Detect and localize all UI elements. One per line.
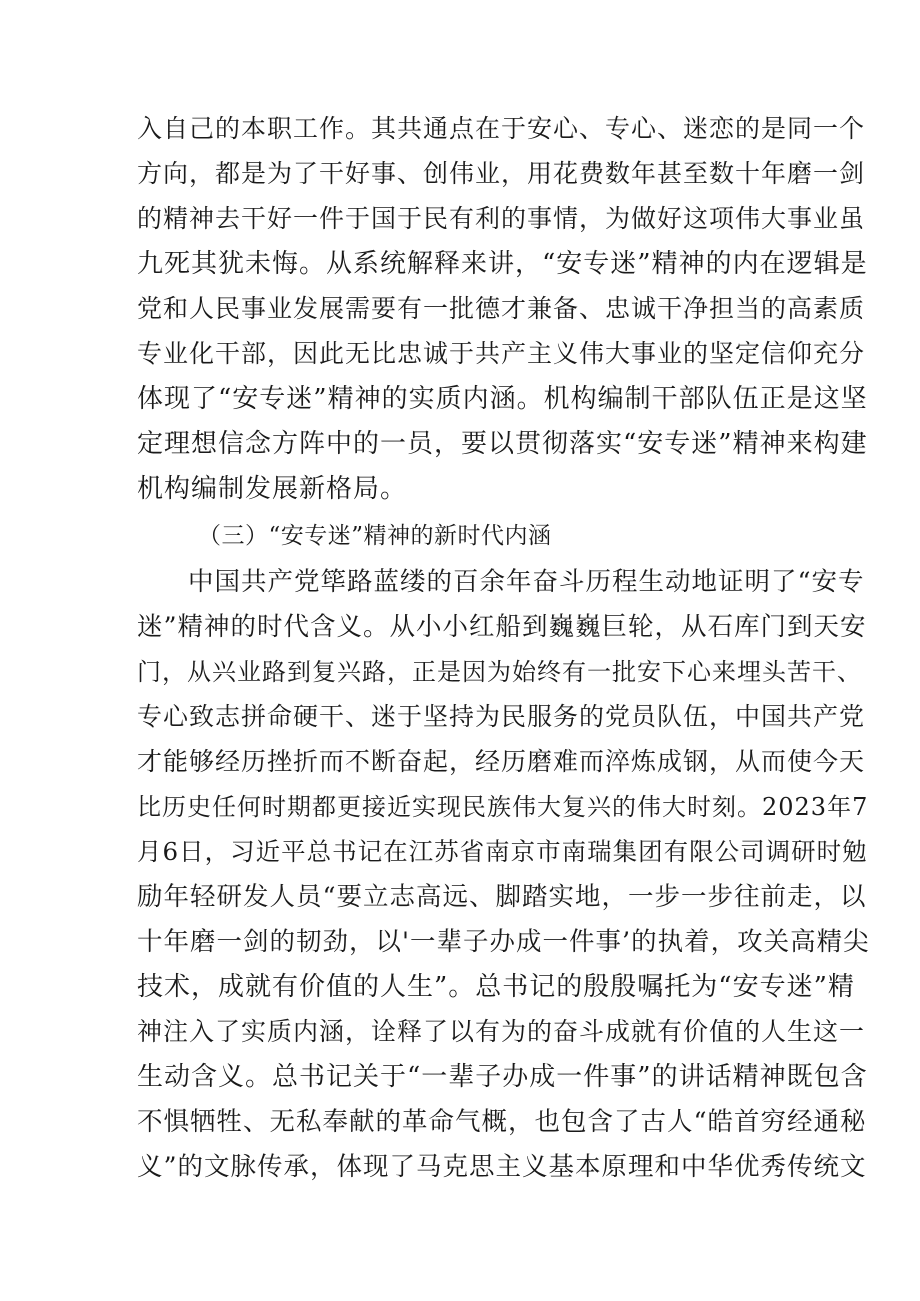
body-text-line: 入自己的本职工作。其共通点在于安心、专心、迷恋的是同一个 (137, 114, 866, 143)
body-text-line: 月6日，习近平总书记在江苏省南京市南瑞集团有限公司调研时勉 (137, 837, 868, 866)
body-text-line: 门，从兴业路到复兴路，正是因为始终有一批安下心来埋头苦干、 (137, 658, 862, 686)
section-heading: （三）“安专迷”精神的新时代内涵 (198, 523, 552, 549)
body-text-line: 迷”精神的时代含义。从小小红船到巍巍巨轮，从石库门到天安 (137, 612, 867, 642)
body-text-line: 生动含义。总书记关于“一辈子办成一件事”的讲话精神既包含 (137, 1062, 868, 1092)
body-text-line: 九死其犹未悔。从系统解释来讲，“安专迷”精神的内在逻辑是 (137, 249, 868, 279)
body-text-line: 十年磨一剑的韧劲，以'一辈子办成一件事’的执着，攻关高精尖 (137, 927, 870, 957)
body-text-line: 的精神去干好一件于国于民有利的事情，为做好这项伟大事业虽 (137, 204, 866, 233)
body-text-line: 励年轻研发人员“要立志高远、脚踏实地，一步一步往前走，以 (137, 882, 867, 912)
body-text-line: 专心致志拼命硬干、迷于坚持为民服务的党员队伍，中国共产党 (137, 702, 866, 731)
body-text-line: 比历史任何时期都更接近实现民族伟大复兴的伟大时刻。2023年7 (137, 793, 869, 821)
body-text-line: 不惧牺牲、无私奉献的革命气概，也包含了古人“皓首穷经通秘 (137, 1107, 867, 1137)
body-text-line: 专业化干部，因此无比忠诚于共产主义伟大事业的坚定信仰充分 (137, 339, 866, 368)
body-text-line: 神注入了实质内涵，诠释了以有为的奋斗成就有价值的人生这一 (137, 1017, 866, 1046)
body-text-line: 技术，成就有价值的人生”。总书记的殷殷嘱托为“安专迷”精 (137, 972, 855, 1002)
body-text-line: 义”的文脉传承，体现了马克思主义基本原理和中华优秀传统文 (137, 1152, 867, 1182)
body-text-line: 党和人民事业发展需要有一批德才兼备、忠诚干净担当的高素质 (137, 294, 866, 323)
body-text-line: 方向，都是为了干好事、创伟业，用花费数年甚至数十年磨一剑 (137, 159, 866, 188)
body-text-line: 才能够经历挫折而不断奋起，经历磨难而淬炼成钢，从而使今天 (137, 747, 866, 776)
body-text-line: 机构编制发展新格局。 (137, 474, 408, 504)
paragraph-first-line: 中国共产党筚路蓝缕的百余年奋斗历程生动地证明了“安专 (188, 567, 865, 597)
body-text-line: 体现了“安专迷”精神的实质内涵。机构编制干部队伍正是这坚 (137, 384, 868, 414)
body-text-line: 定理想信念方阵中的一员，要以贯彻落实“安专迷”精神来构建 (137, 429, 868, 459)
